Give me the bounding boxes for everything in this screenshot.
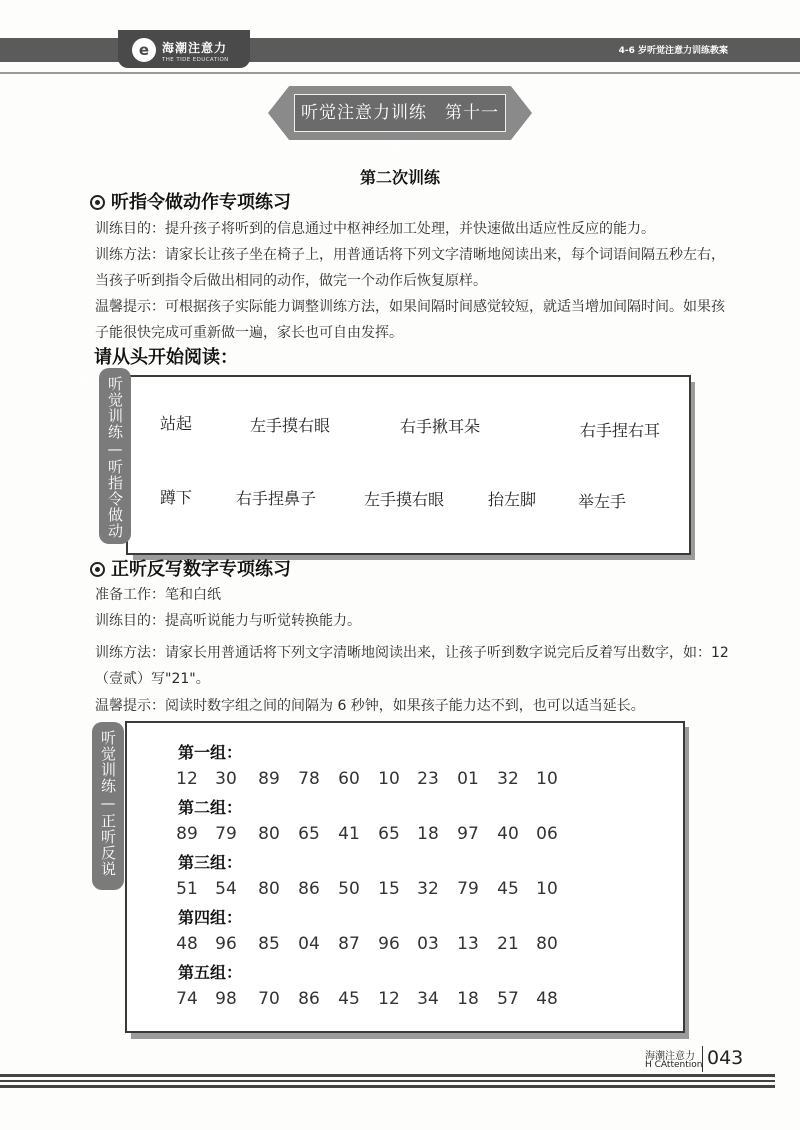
group-number: 10: [536, 769, 558, 789]
footer-brand-en: H CAttention: [645, 1060, 703, 1070]
bullet-icon: [90, 562, 105, 577]
group-number: 78: [298, 769, 320, 789]
bullet-icon: [90, 195, 105, 210]
group-number: 54: [215, 879, 237, 899]
group-number: 10: [536, 879, 558, 899]
group-label: 第五组：: [178, 963, 243, 982]
command-item: 蹲下: [160, 488, 193, 507]
group-number: 18: [417, 824, 439, 844]
group-number: 80: [536, 934, 558, 954]
command-item: 左手摸右眼: [364, 490, 445, 509]
group-label: 第一组：: [178, 743, 243, 762]
group-number: 34: [417, 989, 439, 1009]
banner-title: 听觉注意力训练 第十一周: [301, 103, 499, 161]
page-number: 043: [707, 1047, 744, 1069]
group-number: 30: [215, 769, 237, 789]
section2-prep: 准备工作：笔和白纸: [95, 587, 221, 603]
group-number: 04: [298, 934, 320, 954]
brand-logo-icon: e: [132, 38, 156, 62]
command-item: 举左手: [578, 492, 627, 511]
group-number: 21: [497, 934, 519, 954]
group-number: 01: [457, 769, 479, 789]
number-box: [125, 721, 685, 1033]
group-number: 45: [497, 879, 519, 899]
week-banner: [268, 86, 532, 161]
group-number: 48: [176, 934, 198, 954]
group-number: 97: [457, 824, 479, 844]
group-number: 32: [497, 769, 519, 789]
command-item: 抬左脚: [488, 490, 537, 509]
section1-goal: 训练目的：提升孩子将听到的信息通过中枢神经加工处理，并快速做出适应性反应的能力。: [95, 221, 655, 237]
group-number: 50: [338, 879, 360, 899]
group-number: 79: [215, 824, 237, 844]
number-side-label: 听觉训练—正听反说: [99, 730, 117, 877]
group-number: 57: [497, 989, 519, 1009]
command-item: 右手捏鼻子: [236, 489, 317, 508]
group-label: 第四组：: [178, 908, 243, 927]
session-title: 第二次训练: [359, 168, 440, 187]
brand-name: 海潮注意力: [162, 41, 228, 55]
command-item: 左手摸右眼: [250, 416, 331, 435]
group-number: 48: [536, 989, 558, 1009]
group-number: 15: [378, 879, 400, 899]
group-number: 65: [378, 824, 400, 844]
command-box: [126, 375, 691, 555]
section2-heading: [90, 555, 291, 581]
group-number: 79: [457, 879, 479, 899]
number-side-tab: [92, 722, 124, 890]
group-number: 12: [176, 769, 198, 789]
group-number: 98: [215, 989, 237, 1009]
footer-divider: [702, 1046, 703, 1072]
series-title: 4-6 岁听觉注意力训练教案: [618, 46, 728, 56]
command-side-tab: [74, 368, 131, 544]
command-item: 右手捏右耳: [580, 421, 661, 440]
group-number: 18: [457, 989, 479, 1009]
group-number: 96: [215, 934, 237, 954]
group-number: 65: [298, 824, 320, 844]
group-number: 13: [457, 934, 479, 954]
group-number: 70: [258, 989, 280, 1009]
group-number: 89: [176, 824, 198, 844]
section2-goal: 训练目的：提高听说能力与听觉转换能力。: [95, 613, 361, 629]
section2-heading-text: 正听反写数字专项练习: [111, 559, 291, 580]
group-number: 03: [417, 934, 439, 954]
command-side-label: 听觉训练—听指令做动作: [74, 376, 124, 539]
section2-method: 训练方法：请家长用普通话将下列文字清晰地阅读出来，让孩子听到数字说完后反着写出数字，如：12（壹贰）写"21"。: [95, 645, 729, 687]
command-item: 站起: [160, 414, 193, 433]
group-number: 51: [176, 879, 198, 899]
group-number: 60: [338, 769, 360, 789]
group-number: 87: [338, 934, 360, 954]
group-number: 10: [378, 769, 400, 789]
group-number: 41: [338, 824, 360, 844]
footer-brand: 海潮注意力: [645, 1051, 695, 1062]
group-number: 86: [298, 879, 320, 899]
command-item: 右手揪耳朵: [400, 417, 481, 436]
header-divider: [0, 72, 800, 74]
group-number: 85: [258, 934, 280, 954]
brand-name-en: THE TIDE EDUCATION: [162, 57, 229, 63]
group-number: 23: [417, 769, 439, 789]
section1-heading: [90, 188, 291, 214]
group-number: 74: [176, 989, 198, 1009]
section1-method: 训练方法：请家长让孩子坐在椅子上，用普通话将下列文字清晰地阅读出来，每个词语间隔五秒左右，当孩子听到指令后做出相同的动作，做完一个动作后恢复原样。: [95, 247, 725, 289]
section2-tip: 温馨提示：阅读时数字组之间的间隔为 6 秒钟，如果孩子能力达不到，也可以适当延长。: [95, 698, 645, 714]
group-number: 40: [497, 824, 519, 844]
group-label: 第二组：: [178, 798, 243, 817]
page-header: [0, 30, 800, 82]
group-number: 32: [417, 879, 439, 899]
footer-rules: [0, 1074, 775, 1088]
group-number: 89: [258, 769, 280, 789]
group-number: 12: [378, 989, 400, 1009]
read-prompt: 请从头开始阅读：: [94, 347, 238, 368]
group-number: 45: [338, 989, 360, 1009]
section1-heading-text: 听指令做动作专项练习: [111, 192, 291, 213]
group-label: 第三组：: [178, 853, 243, 872]
section1-tip: 温馨提示：可根据孩子实际能力调整训练方法，如果间隔时间感觉较短，就适当增加间隔时间。如果孩子能很快完成可重新做一遍，家长也可自由发挥。: [95, 299, 725, 341]
group-number: 80: [258, 879, 280, 899]
group-number: 06: [536, 824, 558, 844]
group-number: 96: [378, 934, 400, 954]
group-number: 86: [298, 989, 320, 1009]
group-number: 80: [258, 824, 280, 844]
